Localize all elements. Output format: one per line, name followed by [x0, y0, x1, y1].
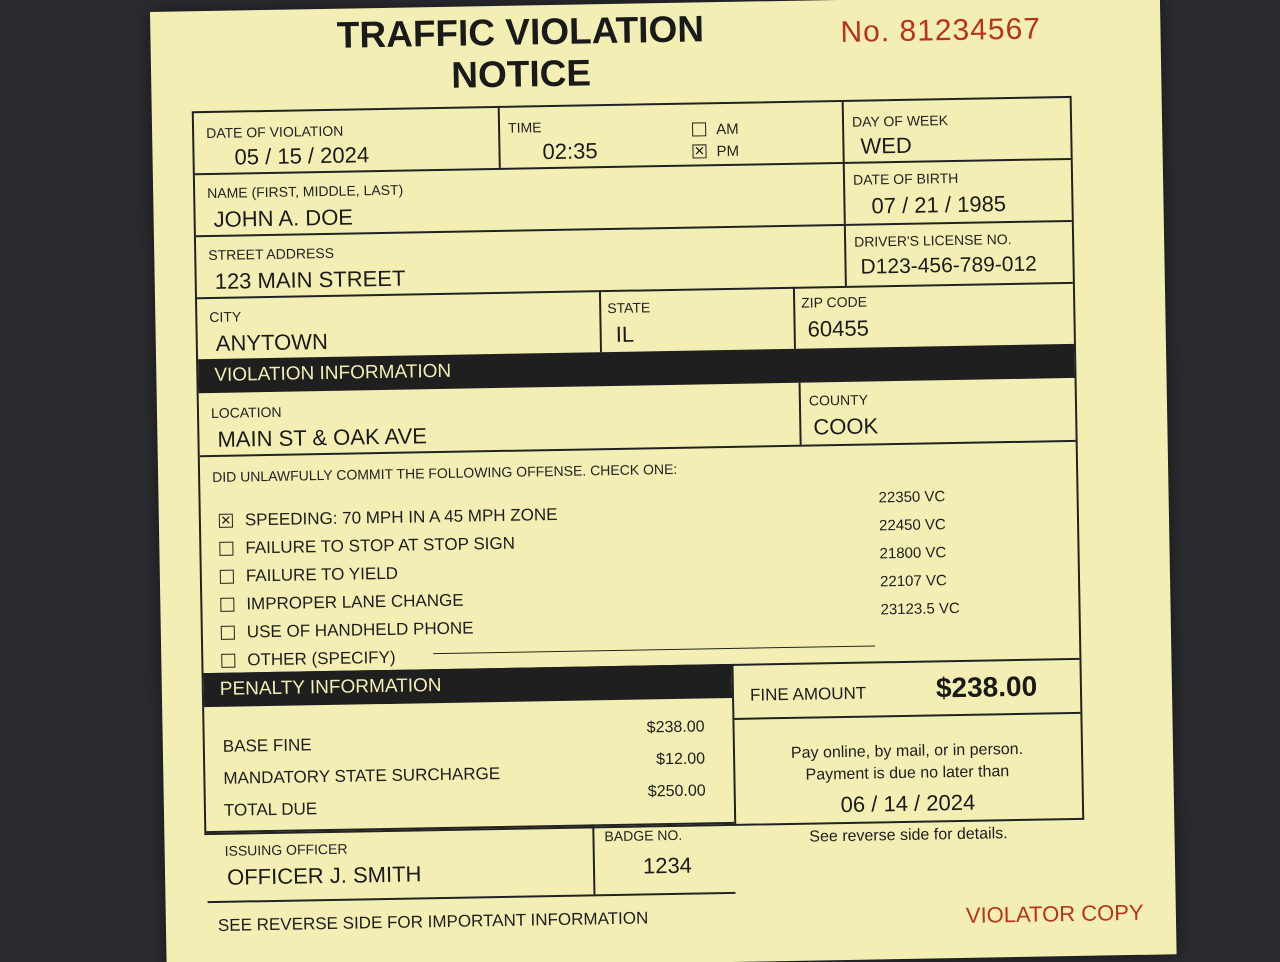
- zip-label: ZIP CODE: [801, 293, 868, 311]
- offense-code: 22107 VC: [879, 572, 947, 591]
- divider: [793, 287, 796, 349]
- base-fine-value: $238.00: [646, 718, 705, 737]
- divider: [498, 108, 501, 168]
- total-due-value: $250.00: [647, 782, 706, 801]
- offense-label: SPEEDING: 70 MPH IN A 45 MPH ZONE: [244, 504, 558, 530]
- offense-label: OTHER (SPECIFY): [247, 647, 396, 670]
- other-specify-line: [433, 645, 875, 654]
- state-label: STATE: [607, 299, 651, 317]
- divider: [799, 383, 802, 445]
- city-value: ANYTOWN: [215, 328, 329, 356]
- ticket-form: [192, 96, 1085, 890]
- total-due-label: TOTAL DUE: [223, 799, 318, 820]
- title-line-1: TRAFFIC VIOLATION: [336, 8, 705, 56]
- ticket-title: [310, 8, 731, 99]
- divider: [599, 290, 602, 352]
- time-value: 02:35: [542, 138, 598, 165]
- offense-instruction: DID UNLAWFULLY COMMIT THE FOLLOWING OFFENSE. CHECK ONE:: [211, 460, 678, 485]
- divider: [732, 712, 1080, 720]
- footer-note: SEE REVERSE SIDE FOR IMPORTANT INFORMATION: [217, 908, 649, 935]
- divider: [844, 224, 847, 286]
- title-line-2: NOTICE: [450, 52, 592, 96]
- pm-label: PM: [716, 142, 740, 161]
- date-label: DATE OF VIOLATION: [205, 122, 344, 142]
- offense-checkbox[interactable]: [219, 542, 233, 556]
- street-value: 123 MAIN STREET: [214, 265, 406, 294]
- traffic-ticket: [150, 0, 1177, 962]
- offense-checkbox[interactable]: [220, 570, 234, 584]
- divider: [592, 824, 595, 894]
- surcharge-label: MANDATORY STATE SURCHARGE: [223, 764, 501, 788]
- state-value: IL: [615, 321, 635, 347]
- day-label: DAY OF WEEK: [851, 112, 949, 130]
- license-label: DRIVER'S LICENSE NO.: [853, 230, 1012, 250]
- reverse-side-note: See reverse side for details.: [809, 825, 1008, 846]
- county-value: COOK: [813, 413, 879, 440]
- pm-checkbox[interactable]: ✕: [693, 143, 706, 159]
- location-value: MAIN ST & OAK AVE: [217, 423, 428, 452]
- name-value: JOHN A. DOE: [213, 204, 354, 232]
- am-checkbox[interactable]: [692, 122, 706, 136]
- serial-number: No. 81234567: [840, 12, 1042, 49]
- offense-checkbox[interactable]: [220, 598, 234, 612]
- city-label: CITY: [209, 308, 242, 326]
- offense-code: 23123.5 VC: [880, 599, 960, 619]
- violator-copy: VIOLATOR COPY: [965, 899, 1144, 928]
- badge-value: 1234: [642, 852, 693, 879]
- offense-checkbox[interactable]: [221, 626, 235, 640]
- offense-code: 21800 VC: [879, 544, 947, 563]
- surcharge-value: $12.00: [656, 750, 706, 769]
- offense-label: IMPROPER LANE CHANGE: [246, 590, 464, 614]
- date-value: 05 / 15 / 2024: [234, 142, 370, 170]
- offense-code: 22350 VC: [878, 488, 946, 507]
- officer-label: ISSUING OFFICER: [224, 840, 348, 859]
- offense-label: USE OF HANDHELD PHONE: [246, 618, 474, 642]
- fine-amount-value: $238.00: [935, 670, 1038, 704]
- divider: [843, 162, 846, 224]
- offense-label: FAILURE TO YIELD: [245, 563, 399, 586]
- fine-amount-label: FINE AMOUNT: [749, 683, 867, 705]
- name-label: NAME (FIRST, MIDDLE, LAST): [207, 181, 404, 202]
- location-label: LOCATION: [210, 403, 282, 421]
- due-date: 06 / 14 / 2024: [840, 789, 976, 818]
- penalty-band: PENALTY INFORMATION: [204, 664, 733, 707]
- divider: [208, 892, 736, 903]
- day-value: WED: [860, 132, 912, 159]
- zip-value: 60455: [807, 315, 870, 342]
- pay-deadline-text: Payment is due no later than: [805, 763, 1010, 784]
- divider: [842, 102, 845, 162]
- offense-checkbox[interactable]: [221, 654, 235, 668]
- offense-checkbox[interactable]: ✕: [220, 512, 232, 528]
- violation-band: VIOLATION INFORMATION: [198, 344, 1074, 393]
- dob-value: 07 / 21 / 1985: [871, 191, 1007, 219]
- time-label: TIME: [507, 119, 542, 136]
- dob-label: DATE OF BIRTH: [852, 169, 959, 188]
- base-fine-label: BASE FINE: [222, 735, 312, 756]
- county-label: COUNTY: [808, 391, 869, 409]
- badge-label: BADGE NO.: [604, 826, 683, 845]
- street-label: STREET ADDRESS: [208, 244, 335, 264]
- pay-instructions: Pay online, by mail, or in person.: [790, 740, 1024, 762]
- am-label: AM: [715, 120, 739, 139]
- offense-label: FAILURE TO STOP AT STOP SIGN: [245, 533, 516, 558]
- offense-code: 22450 VC: [878, 516, 946, 535]
- license-value: D123-456-789-012: [860, 252, 1038, 279]
- officer-value: OFFICER J. SMITH: [226, 861, 422, 890]
